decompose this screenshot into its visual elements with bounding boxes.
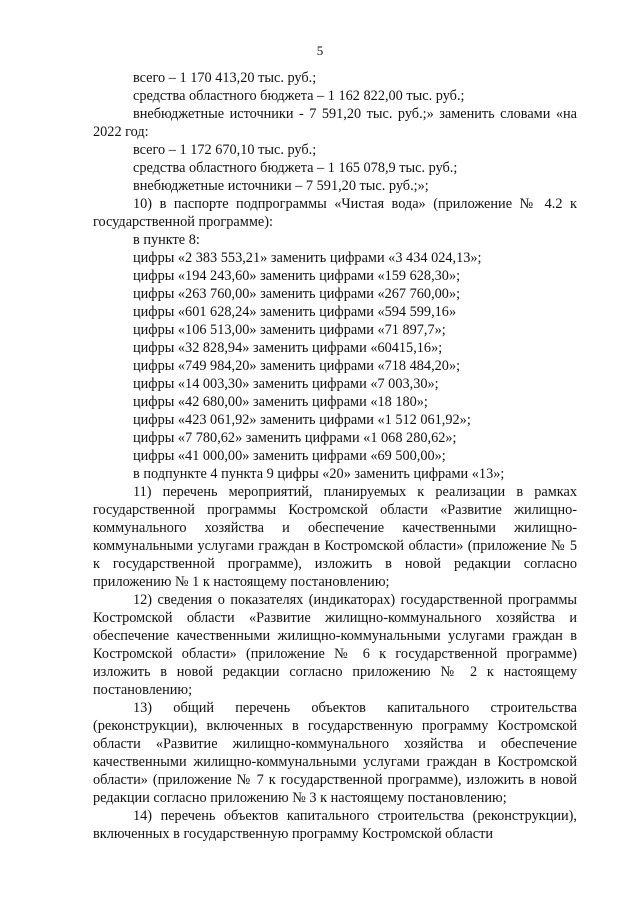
paragraph: цифры «32 828,94» заменить цифрами «60415,16»;: [133, 340, 443, 356]
paragraph: цифры «14 003,30» заменить цифрами «7 003,30»;: [133, 376, 439, 392]
paragraph: внебюджетные источники - 7 591,20 тыс. руб.;» заменить словами «на 2022 год:: [93, 106, 577, 140]
paragraph: цифры «2 383 553,21» заменить цифрами «3 434 024,13»;: [133, 250, 482, 266]
paragraph: внебюджетные источники – 7 591,20 тыс. руб.;»;: [133, 178, 429, 194]
document-body: [93, 69, 577, 843]
paragraph: в подпункте 4 пункта 9 цифры «20» заменить цифрами «13»;: [133, 466, 505, 482]
paragraph: всего – 1 170 413,20 тыс. руб.;: [133, 70, 317, 86]
paragraph: цифры «423 061,92» заменить цифрами «1 512 061,92»;: [133, 412, 471, 428]
paragraph: 12) сведения о показателях (индикаторах) государственной программы Костромской области «Развитие жилищно-коммунального хозяйства и обеспечение качественными жилищно-коммунальными услугами граждан в Костромской области» (приложение № 6 к государственной программе) изложить в новой редакции согласно приложению № 2 к настоящему постановлению;: [93, 592, 577, 698]
paragraph: цифры «601 628,24» заменить цифрами «594 599,16»: [133, 304, 457, 320]
paragraph: цифры «749 984,20» заменить цифрами «718 484,20»;: [133, 358, 461, 374]
paragraph: в пункте 8:: [133, 232, 200, 248]
paragraph: средства областного бюджета – 1 165 078,9 тыс. руб.;: [133, 160, 458, 176]
paragraph: цифры «42 680,00» заменить цифрами «18 180»;: [133, 394, 428, 410]
paragraph: цифры «41 000,00» заменить цифрами «69 500,00»;: [133, 448, 446, 464]
paragraph: 13) общий перечень объектов капитального строительства (реконструкции), включенных в государственную программу Костромской области «Развитие жилищно-коммунального хозяйства и обеспечение качественными жилищно-коммунальными услугами граждан в Костромской области» (приложение № 7 к государственной программе), изложить в новой редакции согласно приложению № 3 к настоящему постановлению;: [93, 700, 577, 806]
page-number: 5: [316, 43, 324, 58]
paragraph: 11) перечень мероприятий, планируемых к реализации в рамках государственной программы Костромской области «Развитие жилищно-коммунального хозяйства и обеспечение качественными жилищно-коммунальными услугами граждан в Костромской области» (приложение № 5 к государственной программе), изложить в новой редакции согласно приложению № 1 к настоящему постановлению;: [93, 484, 577, 590]
paragraph: 14) перечень объектов капитального строительства (реконструкции), включенных в государственную программу Костромской области: [93, 808, 577, 842]
paragraph: средства областного бюджета – 1 162 822,00 тыс. руб.;: [133, 88, 465, 104]
paragraph: цифры «7 780,62» заменить цифрами «1 068 280,62»;: [133, 430, 457, 446]
paragraph: 10) в паспорте подпрограммы «Чистая вода» (приложение № 4.2 к государственной программе):: [93, 196, 577, 230]
paragraph: цифры «194 243,60» заменить цифрами «159 628,30»;: [133, 268, 461, 284]
paragraph: цифры «263 760,00» заменить цифрами «267 760,00»;: [133, 286, 461, 302]
paragraph: всего – 1 172 670,10 тыс. руб.;: [133, 142, 317, 158]
paragraph: цифры «106 513,00» заменить цифрами «71 897,7»;: [133, 322, 446, 338]
